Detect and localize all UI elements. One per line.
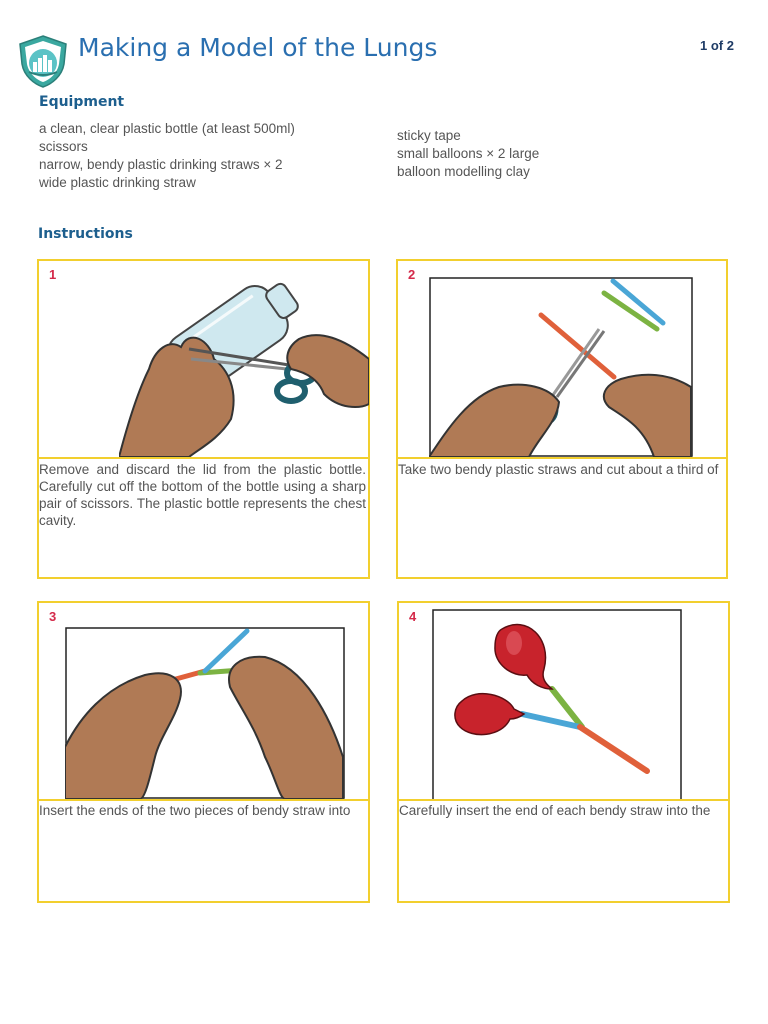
list-item: scissors xyxy=(39,139,88,154)
list-item: wide plastic drinking straw xyxy=(39,175,196,190)
cutting-bottle-illustration xyxy=(119,269,369,462)
step-number: 2 xyxy=(408,267,416,282)
list-item: small balloons × 2 large xyxy=(397,146,540,161)
step-caption: Remove and discard the lid from the plastic bottle. Carefully cut off the bottom of the bottle using a sharp pair of scissors. The plastic bottle represents the chest cavity. xyxy=(39,462,366,528)
step-divider xyxy=(399,799,728,801)
equipment-list-right xyxy=(397,127,539,181)
joining-straws-illustration xyxy=(65,627,345,804)
step-caption: Carefully insert the end of each bendy straw into the xyxy=(399,803,711,818)
step-number: 1 xyxy=(49,267,57,282)
cutting-straws-illustration xyxy=(429,277,693,462)
list-item: a clean, clear plastic bottle (at least 500ml) xyxy=(39,121,295,136)
instructions-heading: Instructions xyxy=(38,226,133,242)
step-number: 4 xyxy=(409,609,417,624)
step-caption: Insert the ends of the two pieces of bendy straw into xyxy=(39,803,351,818)
step-divider xyxy=(398,457,726,459)
equipment-list-left xyxy=(39,120,295,192)
page-title: Making a Model of the Lungs xyxy=(78,33,438,62)
step-divider xyxy=(39,457,368,459)
equipment-heading: Equipment xyxy=(39,94,125,110)
shield-logo-icon xyxy=(16,34,70,88)
list-item: balloon modelling clay xyxy=(397,164,530,179)
list-item: narrow, bendy plastic drinking straws × 2 xyxy=(39,157,283,172)
step-divider xyxy=(39,799,368,801)
step-card-4 xyxy=(397,601,730,903)
step-caption: Take two bendy plastic straws and cut about a third of xyxy=(398,462,719,477)
step-number: 3 xyxy=(49,609,57,624)
list-item: sticky tape xyxy=(397,128,461,143)
page-number: 1 of 2 xyxy=(700,38,734,53)
step-card-3 xyxy=(37,601,370,903)
step-card-1 xyxy=(37,259,370,579)
balloons-on-straws-illustration xyxy=(432,609,682,806)
step-card-2 xyxy=(396,259,728,579)
